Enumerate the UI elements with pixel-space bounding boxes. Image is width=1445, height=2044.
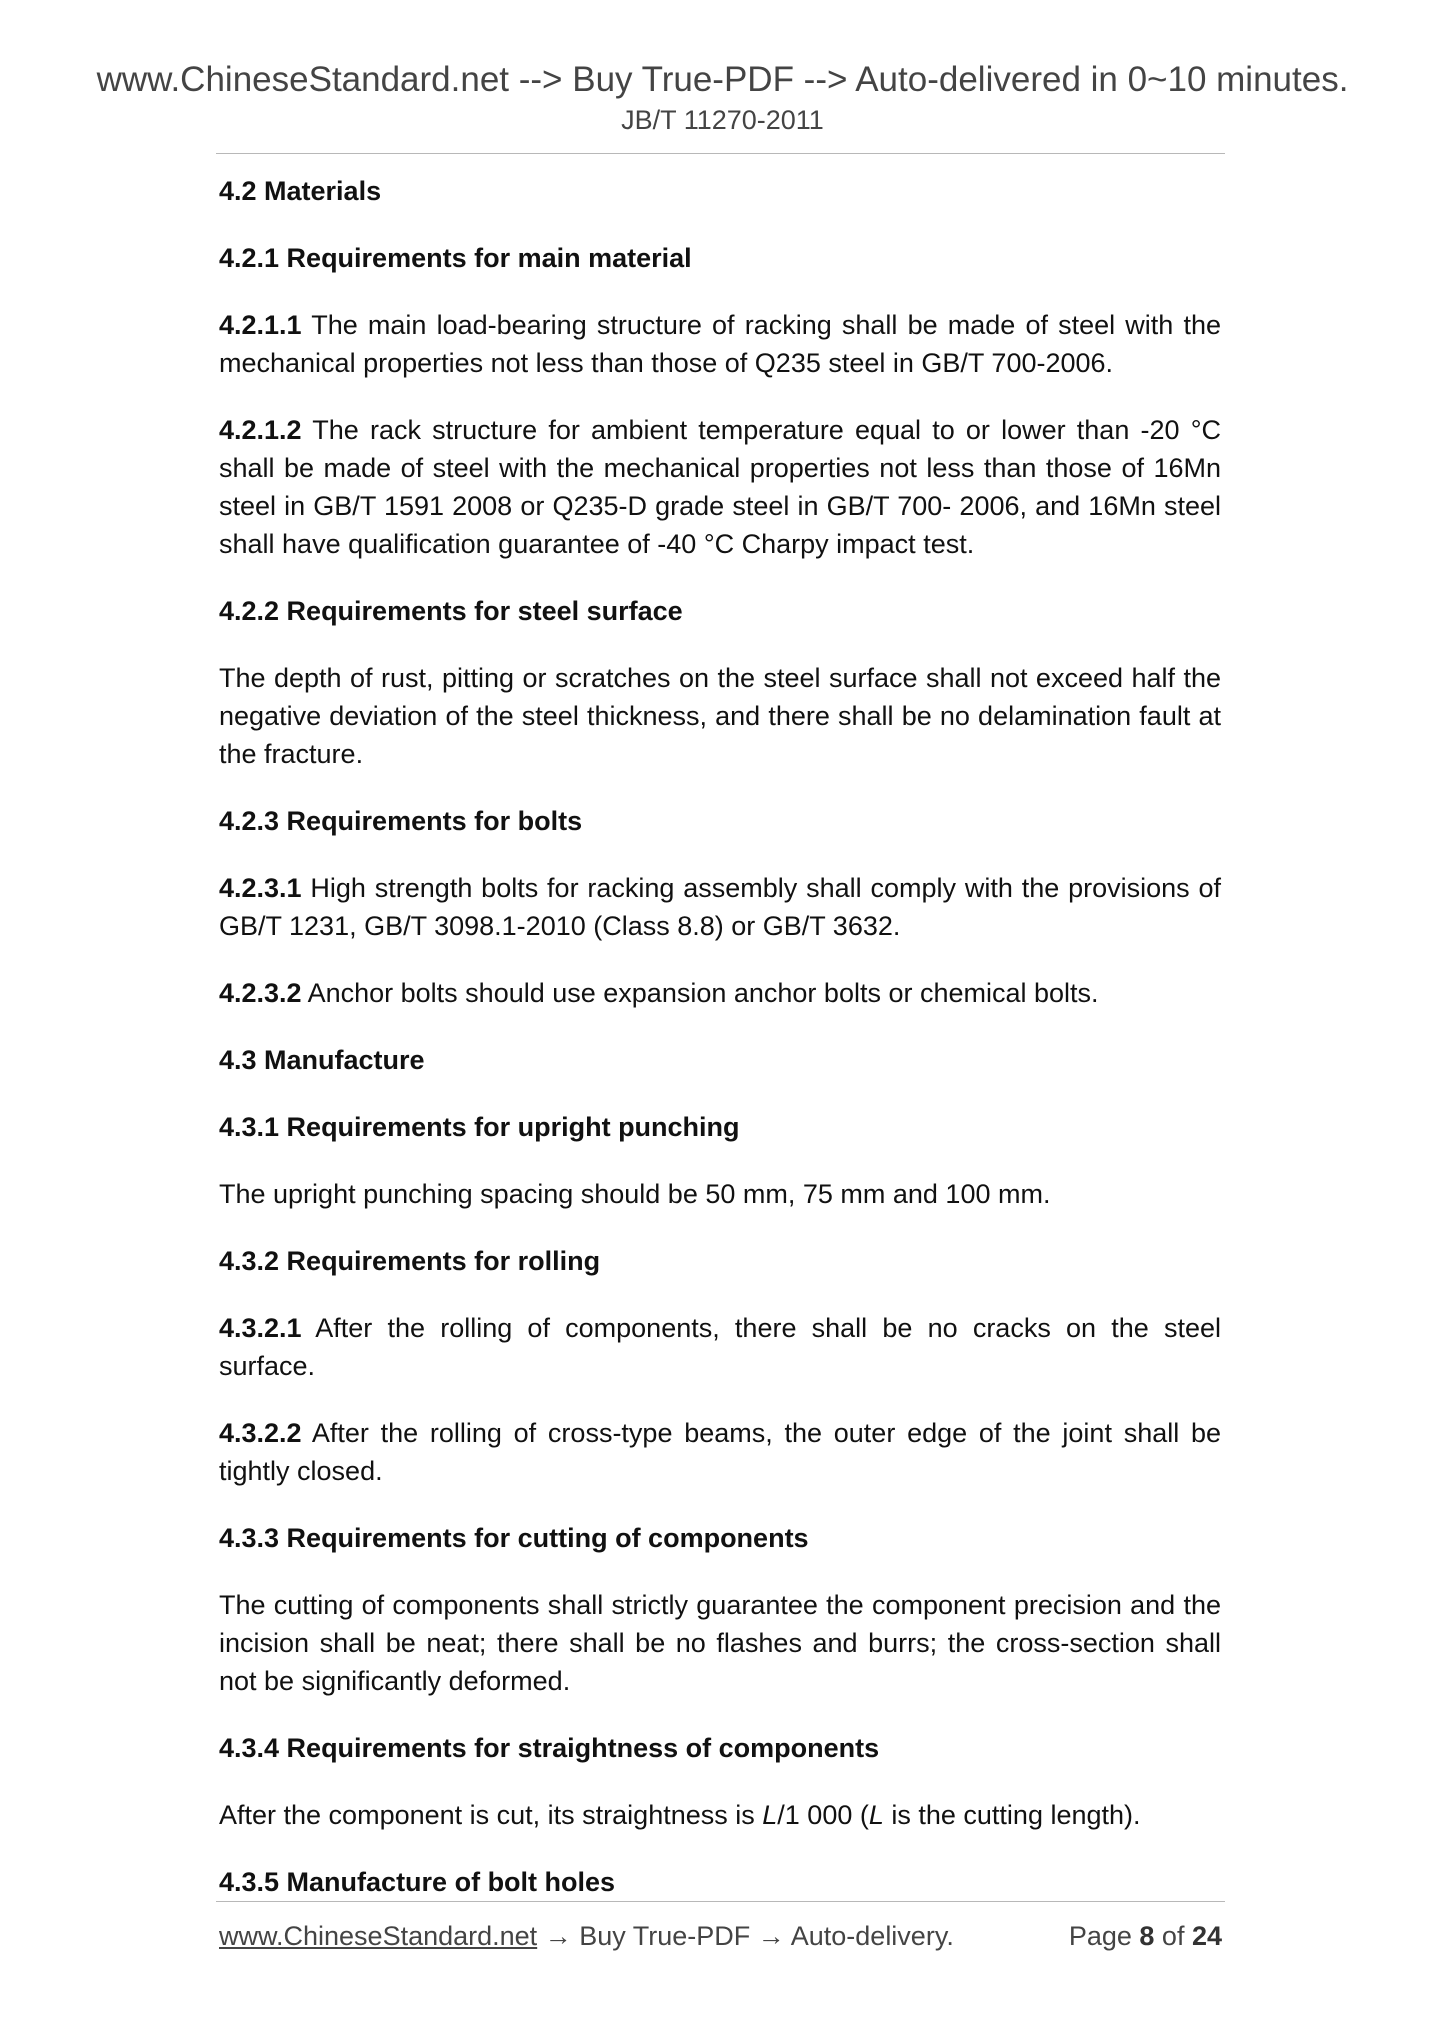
clause-text: After the rolling of components, there shall be no cracks on the steel surface. — [219, 1313, 1221, 1381]
footer-promo — [219, 1918, 954, 1954]
clause-number: 4.2.1.2 — [219, 415, 302, 445]
page-content — [219, 172, 1221, 1930]
text-segment: is the cutting length). — [883, 1800, 1141, 1830]
heading-4-3-3: 4.3.3 Requirements for cutting of components — [219, 1523, 809, 1553]
clause-text: The rack structure for ambient temperature equal to or lower than -20 °C shall be made of steel with the mechanical properties not less than those of 16Mn steel in GB/T 1591 2008 or Q235-D grade steel in GB/T 700- 2006, and 16Mn steel shall have qualification guarantee of -40 °C Charpy impact test. — [219, 415, 1221, 559]
heading-4-3-4: 4.3.4 Requirements for straightness of components — [219, 1733, 880, 1763]
heading-4-2-2: 4.2.2 Requirements for steel surface — [219, 596, 683, 626]
page-of: of — [1154, 1921, 1192, 1951]
paragraph-4-3-2-2 — [219, 1414, 1221, 1490]
paragraph-4-2-3-2 — [219, 974, 1221, 1012]
heading-4-3: 4.3 Manufacture — [219, 1045, 425, 1075]
paragraph-4-3-2-1 — [219, 1309, 1221, 1385]
paragraph-4-3-4 — [219, 1796, 1221, 1834]
heading-4-2-3: 4.2.3 Requirements for bolts — [219, 806, 583, 836]
clause-number: 4.2.3.1 — [219, 873, 302, 903]
paragraph-4-2-1-2 — [219, 411, 1221, 563]
clause-number: 4.3.2.1 — [219, 1313, 302, 1343]
clause-number: 4.3.2.2 — [219, 1418, 302, 1448]
document-number: JB/T 11270-2011 — [621, 105, 824, 135]
paragraph-4-2-2: The depth of rust, pitting or scratches on the steel surface shall not exceed half the negative deviation of the steel thickness, and there shall be no delamination fault at the fracture. — [219, 663, 1221, 769]
page-indicator — [1069, 1918, 1222, 1954]
paragraph-4-2-1-1 — [219, 306, 1221, 382]
page-current: 8 — [1139, 1921, 1155, 1951]
header-banner: www.ChineseStandard.net --> Buy True-PDF --> Auto-delivered in 0~10 minutes. — [96, 60, 1349, 99]
paragraph-4-2-3-1 — [219, 869, 1221, 945]
clause-text: High strength bolts for racking assembly shall comply with the provisions of GB/T 1231, GB/T 3098.1-2010 (Class 8.8) or GB/T 3632. — [219, 873, 1221, 941]
clause-number: 4.2.1.1 — [219, 310, 302, 340]
heading-4-2: 4.2 Materials — [219, 176, 382, 206]
footer-site-link[interactable]: www.ChineseStandard.net — [219, 1921, 538, 1951]
paragraph-4-3-1: The upright punching spacing should be 50 mm, 75 mm and 100 mm. — [219, 1179, 1051, 1209]
clause-text: Anchor bolts should use expansion anchor bolts or chemical bolts. — [307, 978, 1099, 1008]
heading-4-3-1: 4.3.1 Requirements for upright punching — [219, 1112, 740, 1142]
variable-l: L — [868, 1800, 884, 1830]
variable-l: L — [762, 1800, 778, 1830]
clause-number: 4.2.3.2 — [219, 978, 302, 1008]
header-divider — [216, 153, 1225, 154]
text-segment: After the component is cut, its straightness is — [219, 1800, 763, 1830]
footer-divider — [216, 1901, 1225, 1902]
page-total: 24 — [1191, 1921, 1222, 1951]
paragraph-4-3-3: The cutting of components shall strictly guarantee the component precision and the incision shall be neat; there shall be no flashes and burrs; the cross-section shall not be significantly deformed. — [219, 1590, 1221, 1696]
page-word: Page — [1068, 1921, 1140, 1951]
heading-4-2-1: 4.2.1 Requirements for main material — [219, 243, 692, 273]
text-segment: /1 000 ( — [777, 1800, 869, 1830]
clause-text: The main load-bearing structure of racking shall be made of steel with the mechanical properties not less than those of Q235 steel in GB/T 700-2006. — [219, 310, 1221, 378]
footer-promo-text: → Buy True-PDF → Auto-delivery. — [537, 1921, 954, 1951]
heading-4-3-5: 4.3.5 Manufacture of bolt holes — [219, 1867, 616, 1897]
heading-4-3-2: 4.3.2 Requirements for rolling — [219, 1246, 601, 1276]
clause-text: After the rolling of cross-type beams, the outer edge of the joint shall be tightly closed. — [219, 1418, 1222, 1486]
